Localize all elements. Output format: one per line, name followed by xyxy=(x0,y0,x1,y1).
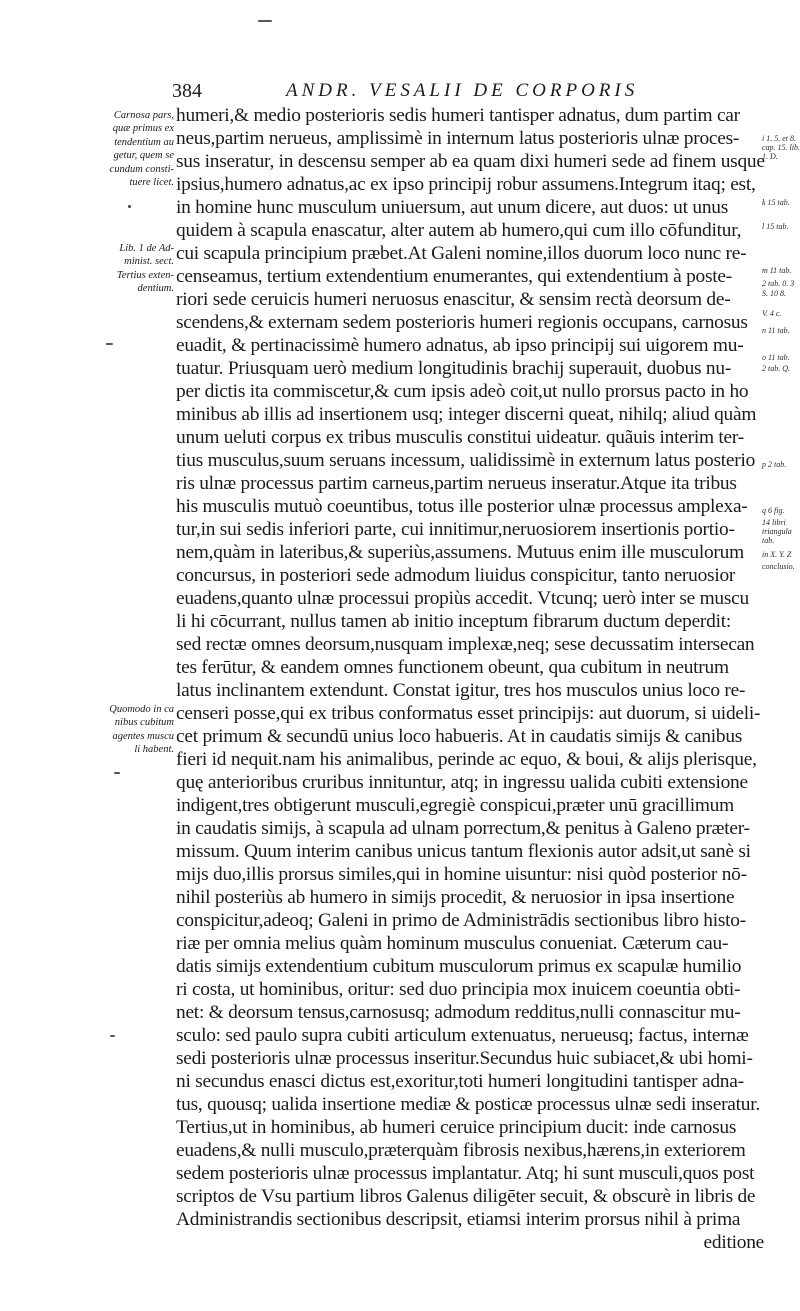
text-line: li hi cōcurrant, nullus tamen ab initio inceptum fibrarum ductum deperdit: xyxy=(176,611,731,632)
text-line: tius musculus,suum seruans incessum, ualidissimè in externum latus posterio xyxy=(176,450,756,471)
text-line: sus inseratur, in descensu semper ab ea quam dixi humeri sede ad finem usque xyxy=(176,151,765,172)
main-text-block xyxy=(176,104,766,1254)
catchword: editione xyxy=(703,1232,764,1253)
margin-note-line: Lib. 1 de Ad- xyxy=(119,243,174,254)
margin-note-carnosa xyxy=(100,109,174,189)
text-line: unum ueluti corpus ex tribus musculis constitui uideatur. quãuis interim ter- xyxy=(176,427,744,448)
text-line: tus, quousq; ualida insertione mediæ & posticæ processus ulnæ sedi inseratur. xyxy=(176,1094,760,1115)
text-line: mijs duo,illis prorsus similes,qui in homine uisuntur: nisi quòd posterior nō- xyxy=(176,864,747,885)
page-number: 384 xyxy=(172,80,202,102)
text-line: ri costa, ut hominibus, oritur: sed duo principia mox inuicem coeuntia obti- xyxy=(176,979,741,1000)
margin-references xyxy=(762,0,800,1311)
margin-ref: cap. 15. lib. xyxy=(762,143,800,152)
text-line: sculo: sed paulo supra cubiti articulum extenuatus, nerueusq; factus, internæ xyxy=(176,1025,749,1046)
margin-ref: k 15 tab. xyxy=(762,198,790,207)
text-line: sedi posterioris ulnæ processus inseritur.Secundus huic subiacet,& ubi homi- xyxy=(176,1048,753,1069)
margin-ref: 14 libri xyxy=(762,518,786,527)
text-line: tes ferūtur, & eandem omnes functionem obeunt, qua cubitum in neutrum xyxy=(176,657,729,678)
margin-ref: i 1. 5. et 8. xyxy=(762,134,796,143)
margin-note-line: Quomodo in ca xyxy=(109,704,174,715)
text-line: sed rectæ omnes deorsum,nusquam implexæ,neq; sese decussatim intersecan xyxy=(176,634,755,655)
margin-note-line: Tertius exten- xyxy=(116,269,174,281)
text-line: riæ per omnia melius quàm hominum musculus conueniat. Cæterum cau- xyxy=(176,933,729,954)
margin-ref: m 11 tab. xyxy=(762,266,792,275)
margin-ref: 2 tab. 0. 3 xyxy=(762,279,795,288)
print-mark xyxy=(258,20,272,22)
text-line: scendens,& externam sedem posterioris humeri regionis occupans, carnosus xyxy=(176,312,748,333)
text-line: in homine hunc musculum uniuersum, aut unum dicere, aut duos: ut unus xyxy=(176,197,728,218)
text-line: euadit, & pertinacissimè humero adnatus, ab ipso principij sui uigorem mu- xyxy=(176,335,744,356)
margin-note-line: cundum consti- xyxy=(109,163,174,175)
print-mark xyxy=(110,1035,115,1037)
text-line: neus,partim nerueus, amplissimè in internum latus posterioris ulnæ proces- xyxy=(176,128,740,149)
text-line: ris ulnæ processus partim carneus,partim nerueus inseratur.Atque ita tribus xyxy=(176,473,737,494)
text-line: euadens,& nulli musculo,præterquàm fibrosis nexibus,hærens,in exteriorem xyxy=(176,1140,746,1161)
text-line: minibus ab illis ad insertionem usq; integer discerni queat, nihilq; aliud quàm xyxy=(176,404,757,425)
text-line: cet primum & secundū unius loco habueris. At in caudatis simijs & canibus xyxy=(176,726,743,747)
margin-ref: S. 10 8. xyxy=(762,289,786,298)
text-line: latus inclinantem extendunt. Constat igitur, tres hos musculos unius loco re- xyxy=(176,680,746,701)
margin-ref: V. 4 c. xyxy=(762,309,782,318)
text-line: nem,quàm in lateribus,& superiùs,assumens. Mutuus enim ille musculorum xyxy=(176,542,744,563)
margin-note-line: getur, quem se xyxy=(113,150,174,162)
text-line: net: & deorsum tensus,carnosusq; admodum redditus,nulli connascitur mu- xyxy=(176,1002,741,1023)
margin-ref: conclusio. xyxy=(762,562,795,571)
text-line: quę anterioribus cruribus innituntur, atq; in ingressu ualida cubiti extensione xyxy=(176,772,748,793)
margin-note-quomodo xyxy=(100,703,174,757)
text-line: concursus, in posteriori sede admodum liuidus conspicitur, tanto neruosior xyxy=(176,565,736,586)
text-line: sedem posterioris ulnæ processus implantatur. Atq; hi sunt musculi,quos post xyxy=(176,1163,755,1184)
margin-ref: n 11 tab. xyxy=(762,326,790,335)
text-line: conspicitur,adeoq; Galeni in primo de Administrādis sectionibus libro histo- xyxy=(176,910,746,931)
text-line: his musculis mutuò coeuntibus, totus ille posterior ulnæ processus amplexa- xyxy=(176,496,748,517)
margin-note-line: tuere licet. xyxy=(129,177,174,189)
text-line: per dictis ita commiscetur,& cum ipsis adeò coit,ut nullo prorsus pacto in ho xyxy=(176,381,749,402)
text-line: tur,in sui sedis inferiori parte, cui innitimur,neruosiorem insertionis portio- xyxy=(176,519,735,540)
text-line: censeri posse,qui ex tribus conformatus esset principijs: aut duorum, si uideli- xyxy=(176,703,761,724)
text-line: tuatur. Priusquam uerò medium longitudinis brachij superauit, duobus nu- xyxy=(176,358,732,379)
text-line: ni secundus enasci dictus est,exoritur,toti humeri longitudini tantisper adna- xyxy=(176,1071,744,1092)
text-line: in caudatis simijs, à scapula ad ulnam porrectum,& penitus à Galeno præter- xyxy=(176,818,750,839)
margin-ref: triangula xyxy=(762,527,792,536)
margin-ref: tab. xyxy=(762,536,775,545)
text-line: censeamus, tertium extendentium enumerantes, qui extendentium à poste- xyxy=(176,266,732,287)
text-line: Tertius,ut in hominibus, ab humeri ceruice principium ducit: inde carnosus xyxy=(176,1117,737,1138)
text-line: scriptos de Vsu partium libros Galenus diligēter secuit, & obscurè in libris de xyxy=(176,1186,756,1207)
margin-note-line: dentium. xyxy=(137,283,174,295)
text-line: cui scapula principium præbet.At Galeni nomine,illos duorum loco nunc re- xyxy=(176,243,747,264)
print-mark xyxy=(128,205,131,208)
print-mark xyxy=(114,772,120,774)
text-line: Administrandis sectionibus descripsit, etiamsi interim prorsus nihil à prima xyxy=(176,1209,741,1230)
margin-note-line: agentes muscu xyxy=(112,730,174,742)
text-line: humeri,& medio posterioris sedis humeri tantisper adnatus, dum partim car xyxy=(176,105,740,126)
text-line: ipsius,humero adnatus,ac ex ipso principij robur assumens.Integrum itaq; est, xyxy=(176,174,756,195)
margin-ref: p 2 tab. xyxy=(762,460,787,469)
margin-ref: q 6 fig. xyxy=(762,506,785,515)
margin-ref: in X. Y. Z xyxy=(762,550,792,559)
margin-ref: l 15 tab. xyxy=(762,222,789,231)
margin-note-line: nibus cubitum xyxy=(114,717,174,729)
text-line: missum. Quum interim canibus unicus tantum flexionis autor adsit,ut sanè si xyxy=(176,841,751,862)
margin-note-lib-administ xyxy=(100,242,174,296)
margin-ref: o 11 tab. xyxy=(762,353,790,362)
margin-note-line: li habent. xyxy=(134,744,174,756)
text-line: datis simijs extendentium cubitum musculorum primus ex scapulæ humilio xyxy=(176,956,742,977)
text-line: nihil posteriùs ab humero in simijs procedit, & neruosior in ipsa insertione xyxy=(176,887,735,908)
text-line: euadens,quanto ulnæ processui propiùs accedit. Vtcunq; uerò inter se muscu xyxy=(176,588,749,609)
text-line: quidem à scapula enascatur, alter autem ab humero,qui cum illo cōfunditur, xyxy=(176,220,742,241)
text-line: fieri id nequit.nam his animalibus, perinde ac equo, & boui, & alijs plerisque, xyxy=(176,749,757,770)
margin-note-line: minist. sect. xyxy=(124,256,174,268)
text-line: riori sede ceruicis humeri neruosus enascitur, & sensim rectà deorsum de- xyxy=(176,289,731,310)
running-title: ANDR. VESALII DE CORPORIS xyxy=(286,80,639,101)
margin-note-line: tendentium au xyxy=(114,136,174,148)
text-line: indigent,tres obtigerunt musculi,egregiè conspicui,præter unū gracillimum xyxy=(176,795,734,816)
margin-ref: 1. D. xyxy=(762,152,778,161)
print-mark xyxy=(106,343,113,345)
margin-note-line: Carnosa pars, xyxy=(113,110,174,121)
margin-note-line: quæ primus ex xyxy=(112,123,174,135)
margin-ref: 2 tab. Q. xyxy=(762,364,790,373)
